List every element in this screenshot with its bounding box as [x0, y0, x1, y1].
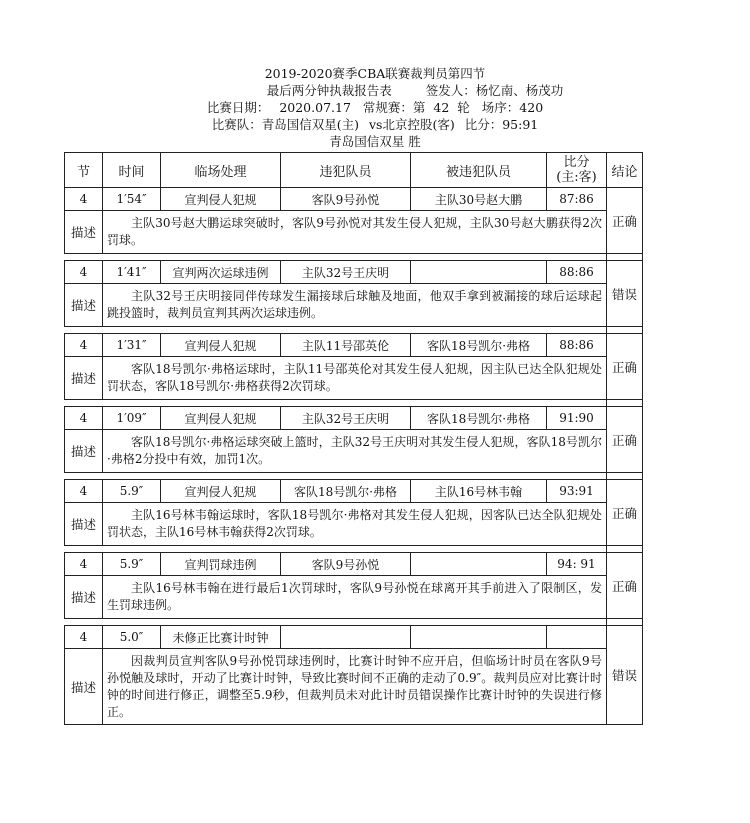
row-spacer — [65, 254, 643, 261]
signers: 杨忆南、杨茂功 — [475, 83, 564, 98]
time-cell: 5.9″ — [103, 553, 161, 576]
description-row — [65, 649, 643, 725]
description-label: 描述 — [65, 430, 103, 473]
row-spacer — [65, 546, 643, 553]
offended-cell: 主队16号林韦翰 — [411, 480, 547, 503]
final-score: 95:91 — [502, 117, 539, 132]
offended-cell: 客队18号凯尔·弗格 — [411, 407, 547, 430]
score-cell: 88:86 — [547, 261, 607, 284]
offending-cell: 客队9号孙悦 — [281, 553, 411, 576]
description-row — [65, 357, 643, 400]
description-label: 描述 — [65, 576, 103, 619]
call-cell: 宣判侵人犯规 — [161, 480, 281, 503]
report-subtitle-row — [0, 83, 750, 99]
score-cell: 91:90 — [547, 407, 607, 430]
description-text: 主队30号赵大鹏运球突破时，客队9号孙悦对其发生侵人犯规，主队30号赵大鹏获得2次罚球。 — [103, 211, 607, 254]
description-text: 客队18号凯尔·弗格运球时，主队11号邵英伦对其发生侵人犯规，因主队已达全队犯规处罚状态，客队18号凯尔·弗格获得2次罚球。 — [103, 357, 607, 400]
offending-cell: 主队11号邵英伦 — [281, 334, 411, 357]
signer-label: 签发人： — [425, 83, 476, 98]
col-period: 节 — [65, 153, 103, 188]
time-cell: 5.0″ — [103, 626, 161, 649]
winner-row — [0, 134, 750, 150]
spacer-cell — [65, 327, 607, 334]
call-cell: 宣判两次运球违例 — [161, 261, 281, 284]
spacer-conclusion-cell — [607, 400, 643, 407]
spacer-cell — [65, 254, 607, 261]
row-spacer — [65, 400, 643, 407]
time-cell: 1′09″ — [103, 407, 161, 430]
call-cell: 宣判侵人犯规 — [161, 407, 281, 430]
table-row — [65, 480, 643, 503]
date-label: 比赛日期： — [206, 100, 270, 115]
description-label: 描述 — [65, 503, 103, 546]
offending-cell — [281, 626, 411, 649]
row-spacer — [65, 473, 643, 480]
match-info-row — [0, 100, 750, 116]
description-text: 主队16号林韦翰运球时，客队18号凯尔·弗格对其发生侵人犯规，因客队已达全队犯规处罚状态，主队16号林韦翰获得2次罚球。 — [103, 503, 607, 546]
report-subtitle: 最后两分钟执裁报告表 — [266, 83, 392, 98]
call-cell: 宣判侵人犯规 — [161, 334, 281, 357]
col-conclusion: 结论 — [607, 153, 643, 188]
time-cell: 1′54″ — [103, 188, 161, 211]
spacer-cell — [65, 400, 607, 407]
description-label: 描述 — [65, 211, 103, 254]
spacer-cell — [65, 619, 607, 626]
table-row — [65, 553, 643, 576]
offended-cell: 主队30号赵大鹏 — [411, 188, 547, 211]
call-cell: 宣判侵人犯规 — [161, 188, 281, 211]
table-row — [65, 188, 643, 211]
conclusion-cell: 正确 — [607, 553, 643, 619]
conclusion-cell: 正确 — [607, 480, 643, 546]
description-label: 描述 — [65, 357, 103, 400]
col-time: 时间 — [103, 153, 161, 188]
spacer-conclusion-cell — [607, 473, 643, 480]
round-number: 42 — [433, 100, 450, 115]
report-table — [64, 152, 643, 725]
conclusion-cell: 错误 — [607, 261, 643, 327]
description-row — [65, 430, 643, 473]
time-cell: 5.9″ — [103, 480, 161, 503]
col-offending: 违犯队员 — [281, 153, 411, 188]
teams-row — [0, 117, 750, 133]
score-cell: 87:86 — [547, 188, 607, 211]
match-date: 2020.07.17 — [279, 100, 351, 115]
teams-label: 比赛队： — [211, 117, 262, 132]
col-score: 比分 (主:客) — [547, 153, 607, 188]
offending-cell: 主队32号王庆明 — [281, 261, 411, 284]
offended-cell: 客队18号凯尔·弗格 — [411, 334, 547, 357]
round-label: 常规赛：第 — [362, 100, 426, 115]
period-cell: 4 — [65, 407, 103, 430]
away-team: 北京控股(客) — [382, 117, 455, 132]
offending-cell: 主队32号王庆明 — [281, 407, 411, 430]
call-cell: 宣判罚球违例 — [161, 553, 281, 576]
call-cell: 未修正比赛计时钟 — [161, 626, 281, 649]
conclusion-cell: 正确 — [607, 334, 643, 400]
description-label: 描述 — [65, 649, 103, 725]
spacer-cell — [65, 473, 607, 480]
time-cell: 1′31″ — [103, 334, 161, 357]
spacer-conclusion-cell — [607, 546, 643, 553]
conclusion-cell: 正确 — [607, 407, 643, 473]
period-cell: 4 — [65, 261, 103, 284]
seq-number: 420 — [519, 100, 544, 115]
winner-text: 青岛国信双星 胜 — [329, 134, 421, 149]
conclusion-cell: 错误 — [607, 626, 643, 725]
period-cell: 4 — [65, 626, 103, 649]
row-spacer — [65, 619, 643, 626]
description-row — [65, 576, 643, 619]
table-row — [65, 334, 643, 357]
score-label: 比分： — [464, 117, 503, 132]
score-cell — [547, 626, 607, 649]
description-text: 因裁判员宣判客队9号孙悦罚球违例时，比赛计时钟不应开启，但临场计时员在客队9号孙悦触及球时，开动了比赛计时钟，导致比赛时间不正确的走动了0.9″。裁判员应对比赛计时钟的时间进行修正，调整至5.9秒，但裁判员未对此计时员错误操作比赛计时钟的失误进行修正。 — [103, 649, 607, 725]
period-cell: 4 — [65, 188, 103, 211]
round-unit: 轮 — [457, 100, 470, 115]
table-row — [65, 407, 643, 430]
col-offended: 被违犯队员 — [411, 153, 547, 188]
report-title-text: 2019-2020赛季CBA联赛裁判员第四节 — [264, 66, 486, 81]
description-text: 主队32号王庆明接同伴传球发生漏接球后球触及地面，他双手拿到被漏接的球后运球起跳投篮时，裁判员宣判其两次运球违例。 — [103, 284, 607, 327]
description-text: 客队18号凯尔·弗格运球突破上篮时，主队32号王庆明对其发生侵人犯规，客队18号凯尔·弗格2分投中有效，加罚1次。 — [103, 430, 607, 473]
home-team: 青岛国信双星(主) — [261, 117, 359, 132]
row-spacer — [65, 327, 643, 334]
description-label: 描述 — [65, 284, 103, 327]
description-row — [65, 284, 643, 327]
period-cell: 4 — [65, 334, 103, 357]
table-row — [65, 261, 643, 284]
description-text: 主队16号林韦翰在进行最后1次罚球时，客队9号孙悦在球离开其手前进入了限制区，发生罚球违例。 — [103, 576, 607, 619]
description-row — [65, 211, 643, 254]
report-title — [0, 66, 750, 82]
vs-label: vs — [368, 117, 383, 132]
table-header-row — [65, 153, 643, 188]
period-cell: 4 — [65, 480, 103, 503]
score-cell: 93:91 — [547, 480, 607, 503]
spacer-cell — [65, 546, 607, 553]
time-cell: 1′41″ — [103, 261, 161, 284]
spacer-conclusion-cell — [607, 327, 643, 334]
col-call: 临场处理 — [161, 153, 281, 188]
spacer-conclusion-cell — [607, 254, 643, 261]
description-row — [65, 503, 643, 546]
offending-cell: 客队18号凯尔·弗格 — [281, 480, 411, 503]
score-cell: 94: 91 — [547, 553, 607, 576]
table-row — [65, 626, 643, 649]
score-cell: 88:86 — [547, 334, 607, 357]
spacer-conclusion-cell — [607, 619, 643, 626]
conclusion-cell: 正确 — [607, 188, 643, 254]
offended-cell — [411, 553, 547, 576]
offended-cell — [411, 261, 547, 284]
offending-cell: 客队9号孙悦 — [281, 188, 411, 211]
period-cell: 4 — [65, 553, 103, 576]
seq-label: 场序： — [481, 100, 520, 115]
offended-cell — [411, 626, 547, 649]
